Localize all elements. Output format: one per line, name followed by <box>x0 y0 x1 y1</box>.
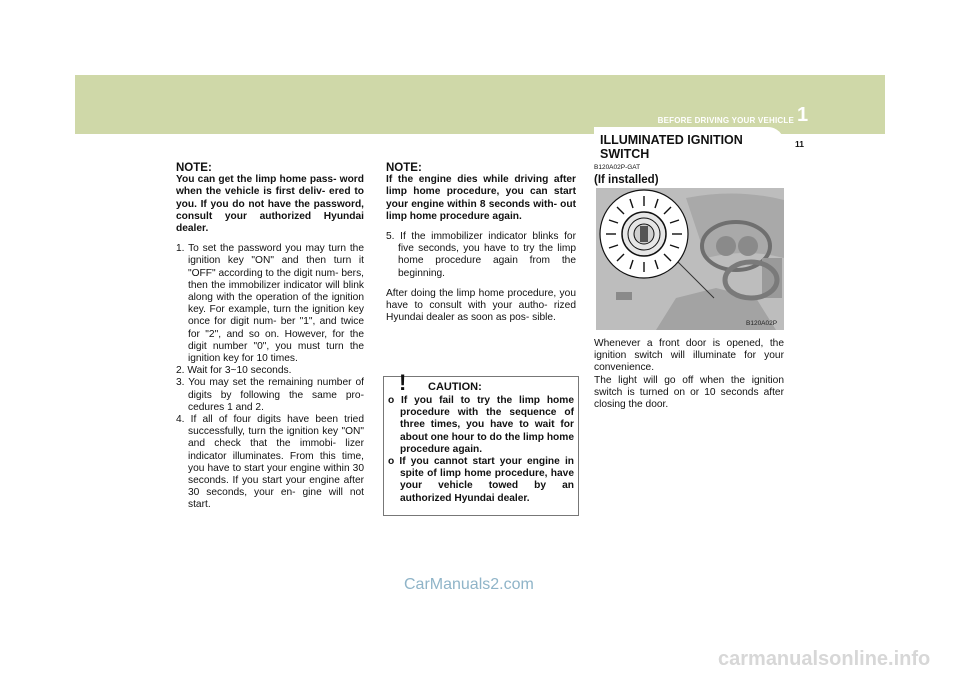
svg-text:!: ! <box>399 371 407 393</box>
note-title: NOTE: <box>386 162 422 174</box>
chapter-label: BEFORE DRIVING YOUR VEHICLE <box>657 116 794 125</box>
paragraph: After doing the limp home procedure, you have to consult with your autho- rized Hyundai dealer as soon as pos- sible. <box>386 287 576 324</box>
note-text: You can get the limp home pass- word when the vehicle is first deliv- ered to you. If you do not have the password, consult your authorized Hyundai dealer. <box>176 174 364 235</box>
ignition-switch-figure <box>596 188 784 330</box>
note-text: If the engine dies while driving after limp home procedure, you can start your engine within 8 seconds with- out limp home procedure again. <box>386 174 576 222</box>
caution-body <box>388 395 574 505</box>
paragraph: Whenever a front door is opened, the ignition switch will illuminate for your convenience. <box>594 338 784 374</box>
watermark-link[interactable]: CarManuals2.com <box>404 576 534 593</box>
dashboard-illustration <box>596 188 784 330</box>
step-item: 4. If all of four digits have been tried successfully, turn the ignition key "ON" and check that the immobi- lizer indicator illuminates. From this time, you have to start your engine within 30 seconds. If you start your engine after 30 seconds, your en- gine will not start. <box>176 414 364 511</box>
column-left <box>176 162 364 512</box>
chapter-number: 1 <box>797 104 809 126</box>
section-title: ILLUMINATED IGNITION SWITCH <box>600 133 743 161</box>
step-item: 3. You may set the remaining number of digits by following the same pro- cedures 1 and 2. <box>176 377 364 413</box>
column-right-body <box>594 338 784 411</box>
paragraph: The light will go off when the ignition switch is turned on or 10 seconds after closing the door. <box>594 374 784 411</box>
step-item: 1. To set the password you may turn the ignition key "ON" and then turn it "OFF" according to the digit num- bers, then the immobilizer indicator will blink along with the operation of the ignition key. For example, turn the ignition key once for digit num- ber "1", and twice for "2", and so on. However, for the digit number "0", you must turn the ignition key for 10 times. <box>176 243 364 365</box>
column-middle <box>386 162 576 324</box>
caution-title: CAUTION: <box>428 381 482 393</box>
column-right <box>594 162 784 186</box>
step-item: 2. Wait for 3~10 seconds. <box>176 365 292 377</box>
warning-icon <box>393 371 415 393</box>
subtitle: (If installed) <box>594 174 659 187</box>
section-code: B120A02P-GAT <box>594 164 641 171</box>
step-item: 5. If the immobilizer indicator blinks for five seconds, you have to try the limp home procedure again from the beginning. <box>386 231 576 279</box>
header-band <box>75 75 885 134</box>
caution-item: o If you fail to try the limp home procedure with the sequence of three times, you have to wait for about one hour to do the limp home procedure again. <box>388 395 574 455</box>
watermark-site[interactable]: carmanualsonline.info <box>718 648 931 670</box>
caution-item: o If you cannot start your engine in spite of limp home procedure, have your vehicle towed by an authorized Hyundai dealer. <box>388 456 574 504</box>
page-number: 11 <box>795 139 804 149</box>
figure-code: B120A02P <box>746 320 778 327</box>
note-title: NOTE: <box>176 162 212 174</box>
